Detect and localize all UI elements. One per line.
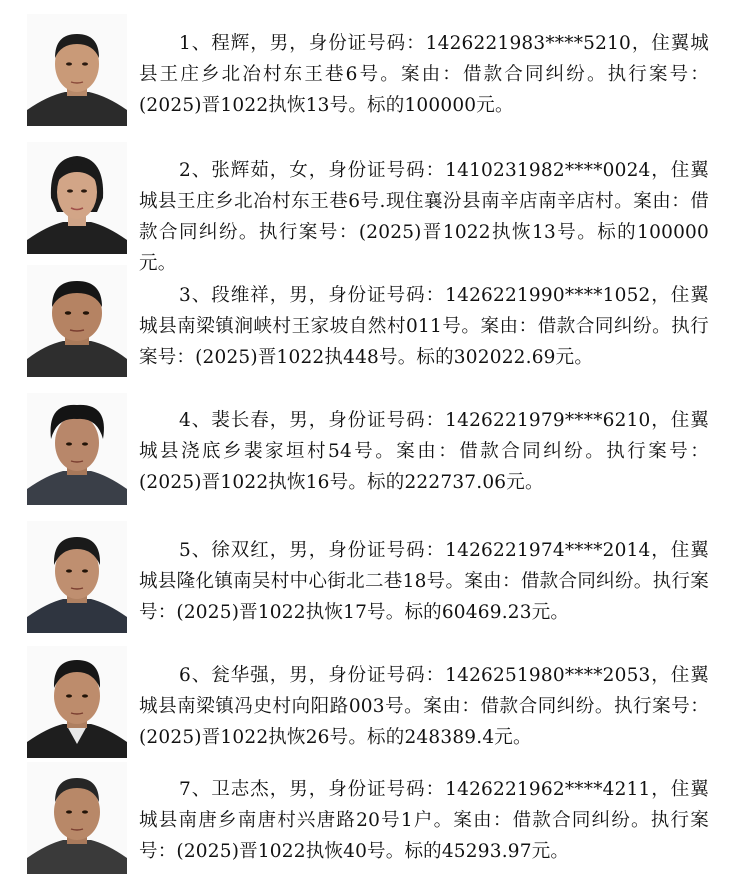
portrait-image [27, 142, 127, 254]
portrait-image [27, 14, 127, 126]
portrait-image [27, 521, 127, 633]
portrait-image [27, 393, 127, 505]
entry-text: 5、徐双红，男，身份证号码：1426221974****2014，住翼城县隆化镇南吴村中心街北二巷18号。案由：借款合同纠纷。执行案号：(2025)晋1022执恢17号。标的60469.23元。 [139, 540, 709, 623]
portrait-photo [27, 646, 127, 758]
entry-text: 3、段维祥，男，身份证号码：1426221990****1052，住翼城县南梁镇涧峡村王家坡自然村011号。案由：借款合同纠纷。执行案号：(2025)晋1022执448号。标的302022.69元。 [139, 285, 709, 368]
portrait-image [27, 646, 127, 758]
portrait-photo [27, 521, 127, 633]
entry-text: 2、张辉茹，女，身份证号码：1410231982****0024，住翼城县王庄乡北冶村东王巷6号.现住襄汾县南辛店南辛店村。案由：借款合同纠纷。执行案号：(2025)晋1022执恢13号。标的100000元。 [139, 160, 709, 274]
portrait-photo [27, 762, 127, 874]
portrait-image [27, 762, 127, 874]
entry-text: 1、程辉，男，身份证号码：1426221983****5210，住翼城县王庄乡北冶村东王巷6号。案由：借款合同纠纷。执行案号：(2025)晋1022执恢13号。标的100000元。 [139, 33, 709, 116]
entry-text: 6、瓮华强，男，身份证号码：1426251980****2053，住翼城县南梁镇冯史村向阳路003号。案由：借款合同纠纷。执行案号：(2025)晋1022执恢26号。标的248389.4元。 [139, 665, 709, 748]
portrait-photo [27, 265, 127, 377]
entry-text: 7、卫志杰，男，身份证号码：1426221962****4211，住翼城县南唐乡南唐村兴唐路20号1户。案由：借款合同纠纷。执行案号：(2025)晋1022执恢40号。标的45293.97元。 [139, 779, 709, 862]
portrait-image [27, 265, 127, 377]
entry-text: 4、裴长春，男，身份证号码：1426221979****6210，住翼城县浇底乡裴家垣村54号。案由：借款合同纠纷。执行案号：(2025)晋1022执恢16号。标的222737.06元。 [139, 410, 709, 493]
portrait-photo [27, 142, 127, 254]
portrait-photo [27, 393, 127, 505]
portrait-photo [27, 14, 127, 126]
